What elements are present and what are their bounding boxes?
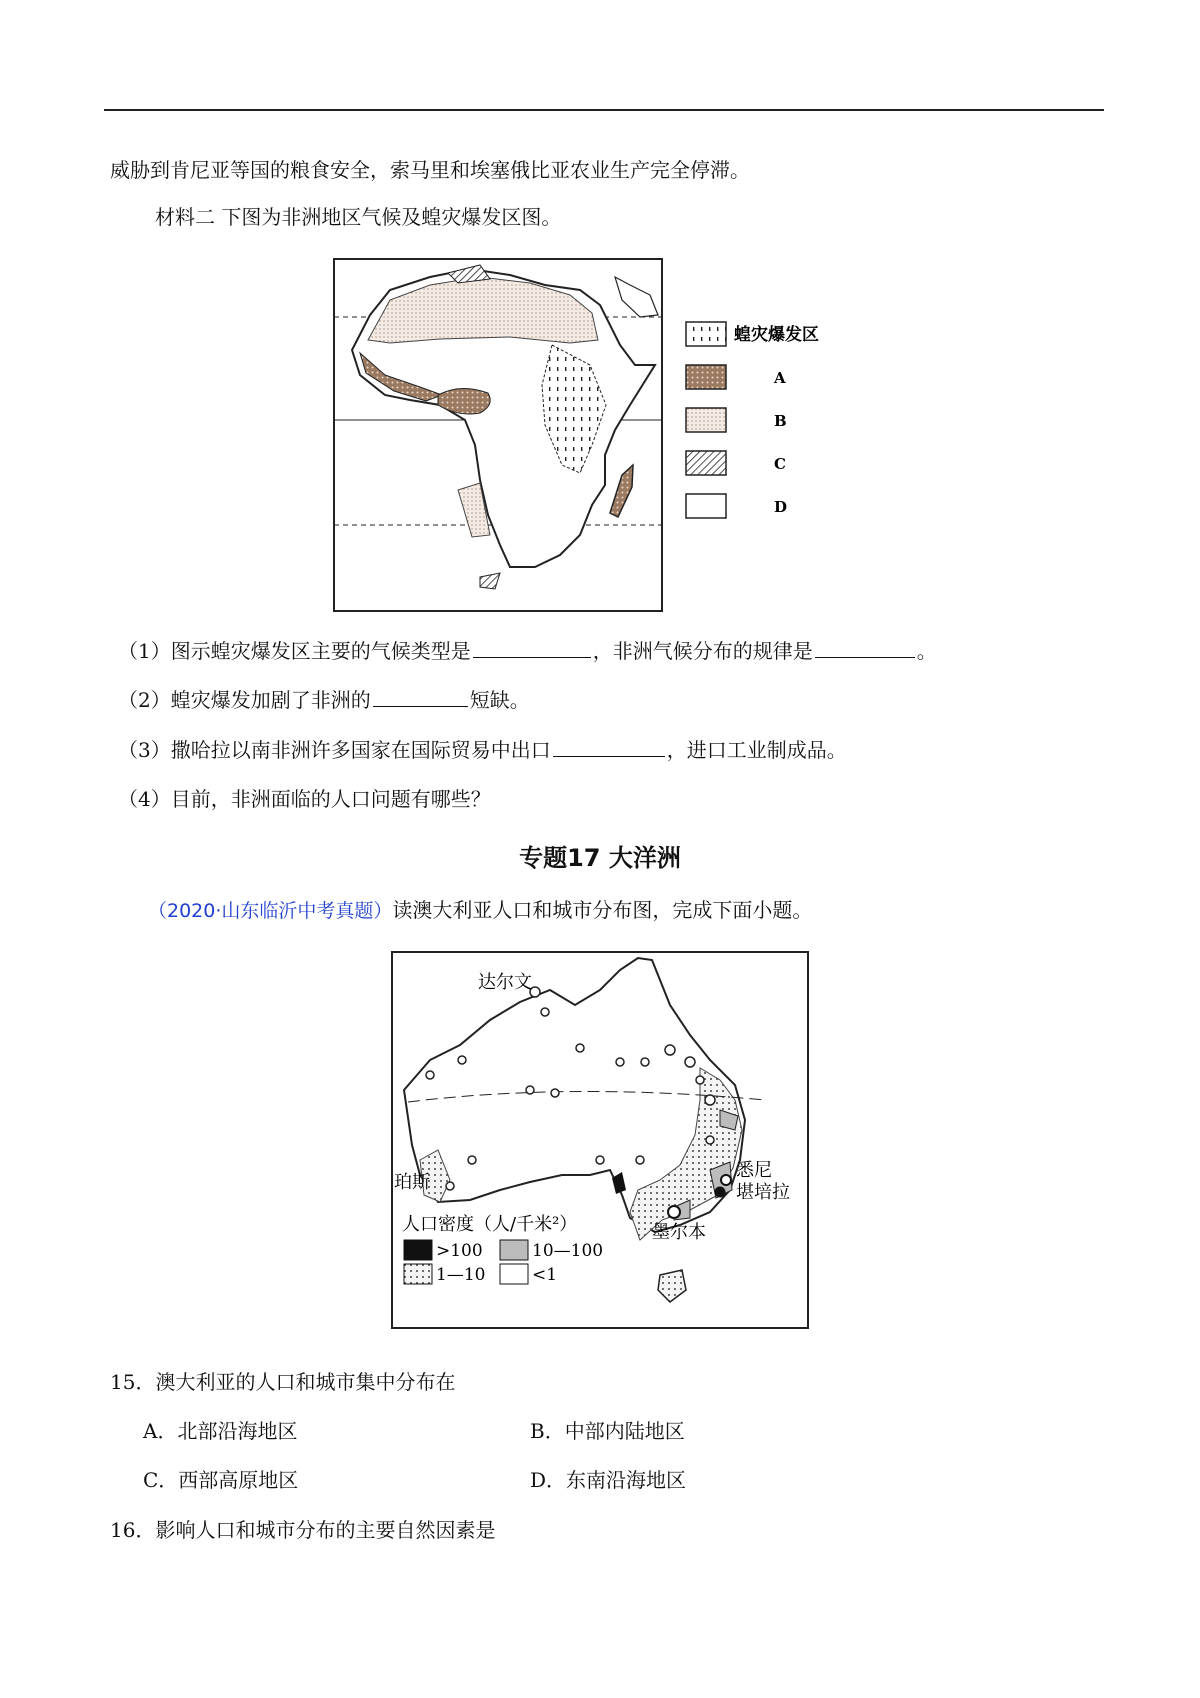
legend-swatch-b: [686, 408, 726, 432]
legend-swatch-10-100: [500, 1240, 528, 1260]
question-2: （2）蝗灾爆发加剧了非洲的 短缺。: [118, 688, 530, 712]
australia-population-map: [390, 950, 810, 1330]
legend-swatch-c: [686, 451, 726, 475]
canberra-marker: [715, 1187, 725, 1197]
city-label-perth: 珀斯: [394, 1172, 430, 1193]
legend-swatch-locust: [686, 322, 726, 346]
question-1: （1）图示蝗灾爆发区主要的气候类型是 ，非洲气候分布的规律是 。: [118, 639, 937, 663]
africa-legend: [686, 322, 819, 518]
material-two-caption: 材料二 下图为非洲地区气候及蝗灾爆发区图。: [155, 205, 562, 229]
legend-title: 人口密度（人/千米²）: [402, 1214, 578, 1235]
legend-label-over-100: >100: [436, 1241, 483, 1261]
question-15-stem: 15．澳大利亚的人口和城市集中分布在: [110, 1370, 456, 1394]
africa-climate-locust-map: [330, 255, 890, 615]
legend-label-locust: 蝗灾爆发区: [734, 325, 819, 345]
city-label-darwin: 达尔文: [478, 972, 532, 993]
city-label-sydney: 悉尼: [736, 1160, 772, 1181]
legend-label-a: A: [774, 369, 786, 387]
legend-swatch-d: [686, 494, 726, 518]
legend-swatch-over-100: [404, 1240, 432, 1260]
question-4: （4）目前，非洲面临的人口问题有哪些？: [118, 787, 491, 811]
exam-source: （2020·山东临沂中考真题）: [148, 900, 393, 922]
answer-blank[interactable]: [373, 686, 468, 707]
legend-label-10-100: 10—100: [532, 1241, 604, 1261]
legend-swatch-a: [686, 365, 726, 389]
option-d[interactable]: D．东南沿海地区: [530, 1468, 687, 1492]
legend-label-d: D: [774, 498, 788, 516]
question-3: （3）撒哈拉以南非洲许多国家在国际贸易中出口 ，进口工业制成品。: [118, 738, 847, 762]
answer-blank[interactable]: [553, 736, 665, 757]
header-rule: [104, 109, 1104, 111]
legend-swatch-under-1: [500, 1264, 528, 1284]
option-b[interactable]: B．中部内陆地区: [530, 1419, 685, 1443]
answer-blank[interactable]: [473, 637, 591, 658]
legend-label-1-10: 1—10: [436, 1265, 486, 1285]
answer-blank[interactable]: [815, 637, 915, 658]
city-label-melbourne: 墨尔本: [652, 1222, 706, 1243]
legend-swatch-1-10: [404, 1264, 432, 1284]
melbourne-marker: [668, 1206, 680, 1218]
exam-prompt: （2020·山东临沂中考真题）读澳大利亚人口和城市分布图，完成下面小题。: [148, 898, 813, 922]
intro-continuation: 威胁到肯尼亚等国的粮食安全，索马里和埃塞俄比亚农业生产完全停滞。: [110, 158, 750, 182]
section-title: 专题17 大洋洲: [519, 844, 681, 872]
legend-label-b: B: [774, 412, 787, 430]
sydney-marker: [721, 1175, 731, 1185]
legend-label-under-1: <1: [532, 1265, 558, 1285]
option-a[interactable]: A．北部沿海地区: [143, 1419, 298, 1443]
option-c[interactable]: C．西部高原地区: [143, 1468, 299, 1492]
legend-label-c: C: [774, 455, 786, 473]
city-label-canberra: 堪培拉: [736, 1182, 790, 1203]
question-16-stem: 16．影响人口和城市分布的主要自然因素是: [110, 1518, 496, 1542]
